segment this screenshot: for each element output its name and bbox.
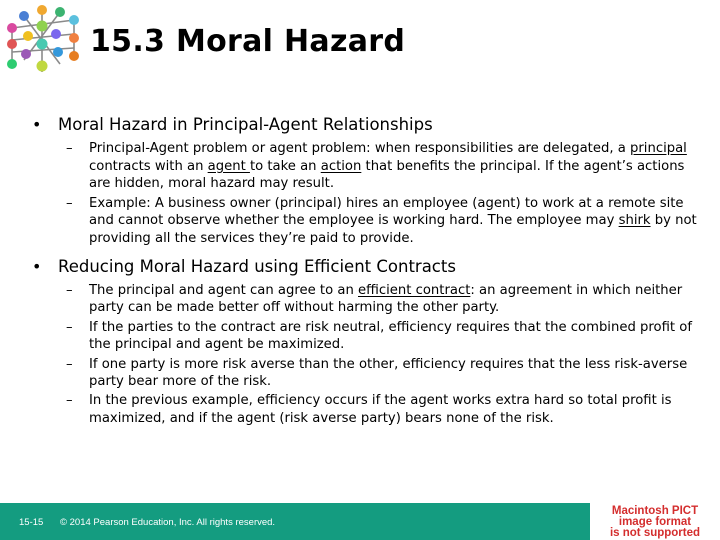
- underlined-term: efficient contract: [358, 282, 471, 298]
- bullet-item: [32, 114, 702, 136]
- bullet-text: Moral Hazard in Principal-Agent Relationships: [58, 115, 433, 134]
- placeholder-line: image format: [618, 516, 692, 528]
- sub-bullet-text: [89, 282, 702, 317]
- text-run: Principal-Agent problem or agent problem: when responsibilities are delegated, a: [89, 141, 630, 156]
- bullet-text: Reducing Moral Hazard using Efficient Contracts: [58, 256, 456, 276]
- slide-content: [32, 114, 702, 436]
- underlined-term: principal: [630, 141, 687, 156]
- slide-number: 15-15: [19, 517, 44, 528]
- text-run: Example: A business owner (principal) hires an employee (agent) to work at a remote site and cannot observe whether the employee is working hard. The employee may: [89, 195, 684, 229]
- sub-bullet-text: If the parties to the contract are risk neutral, efficiency requires that the combined profit of the principal and agent be maximized.: [89, 319, 692, 353]
- underlined-term: shirk: [618, 213, 651, 229]
- placeholder-line: Macintosh PICT: [611, 505, 699, 517]
- footer-bar: [0, 503, 590, 540]
- sub-bullet-text: [89, 195, 702, 248]
- underlined-term: agent: [207, 158, 250, 174]
- dash-icon: –: [66, 195, 73, 211]
- underlined-term: action: [320, 158, 362, 174]
- text-run: to take an: [249, 158, 321, 174]
- sub-bullet-list: [66, 140, 702, 248]
- text-run: contracts with an: [89, 158, 208, 174]
- sub-bullet-item: [66, 392, 702, 427]
- dash-icon: –: [66, 393, 73, 409]
- text-run: that benefits the principal. If the agent’s actions are hidden, moral hazard may result.: [89, 158, 685, 192]
- dash-icon: –: [66, 282, 73, 298]
- sub-bullet-list: [66, 282, 702, 428]
- sub-bullet-item: [66, 282, 702, 317]
- text-run: : an agreement in which neither party can be made better off without harming the other party.: [89, 282, 683, 316]
- copyright-text: © 2014 Pearson Education, Inc. All rights reserved.: [60, 517, 276, 528]
- bullet-dot-icon: •: [32, 256, 42, 276]
- bullet-item: [32, 256, 702, 278]
- text-run: The principal and agent can agree to an: [89, 282, 358, 298]
- dash-icon: –: [66, 356, 73, 372]
- sub-bullet-text: [89, 140, 702, 193]
- unsupported-image-placeholder: [590, 503, 720, 540]
- bullet-dot-icon: •: [32, 115, 42, 134]
- placeholder-line: is not supported: [609, 527, 701, 539]
- dash-icon: –: [66, 141, 73, 156]
- slide-title: 15.3 Moral Hazard: [90, 24, 406, 59]
- sub-bullet-item: [66, 356, 702, 391]
- molecule-tower-icon: [4, 2, 80, 76]
- dash-icon: –: [66, 319, 73, 335]
- text-run: by not providing all the services they’re paid to provide.: [89, 213, 697, 247]
- sub-bullet-item: [66, 319, 702, 354]
- sub-bullet-item: [66, 140, 702, 193]
- sub-bullet-text: In the previous example, efficiency occurs if the agent works extra hard so total profit is maximized, and if the agent (risk averse party) bears none of the risk.: [89, 393, 672, 427]
- sub-bullet-item: [66, 195, 702, 248]
- sub-bullet-text: If one party is more risk averse than the other, efficiency requires that the less risk-averse party bear more of the risk.: [89, 356, 688, 390]
